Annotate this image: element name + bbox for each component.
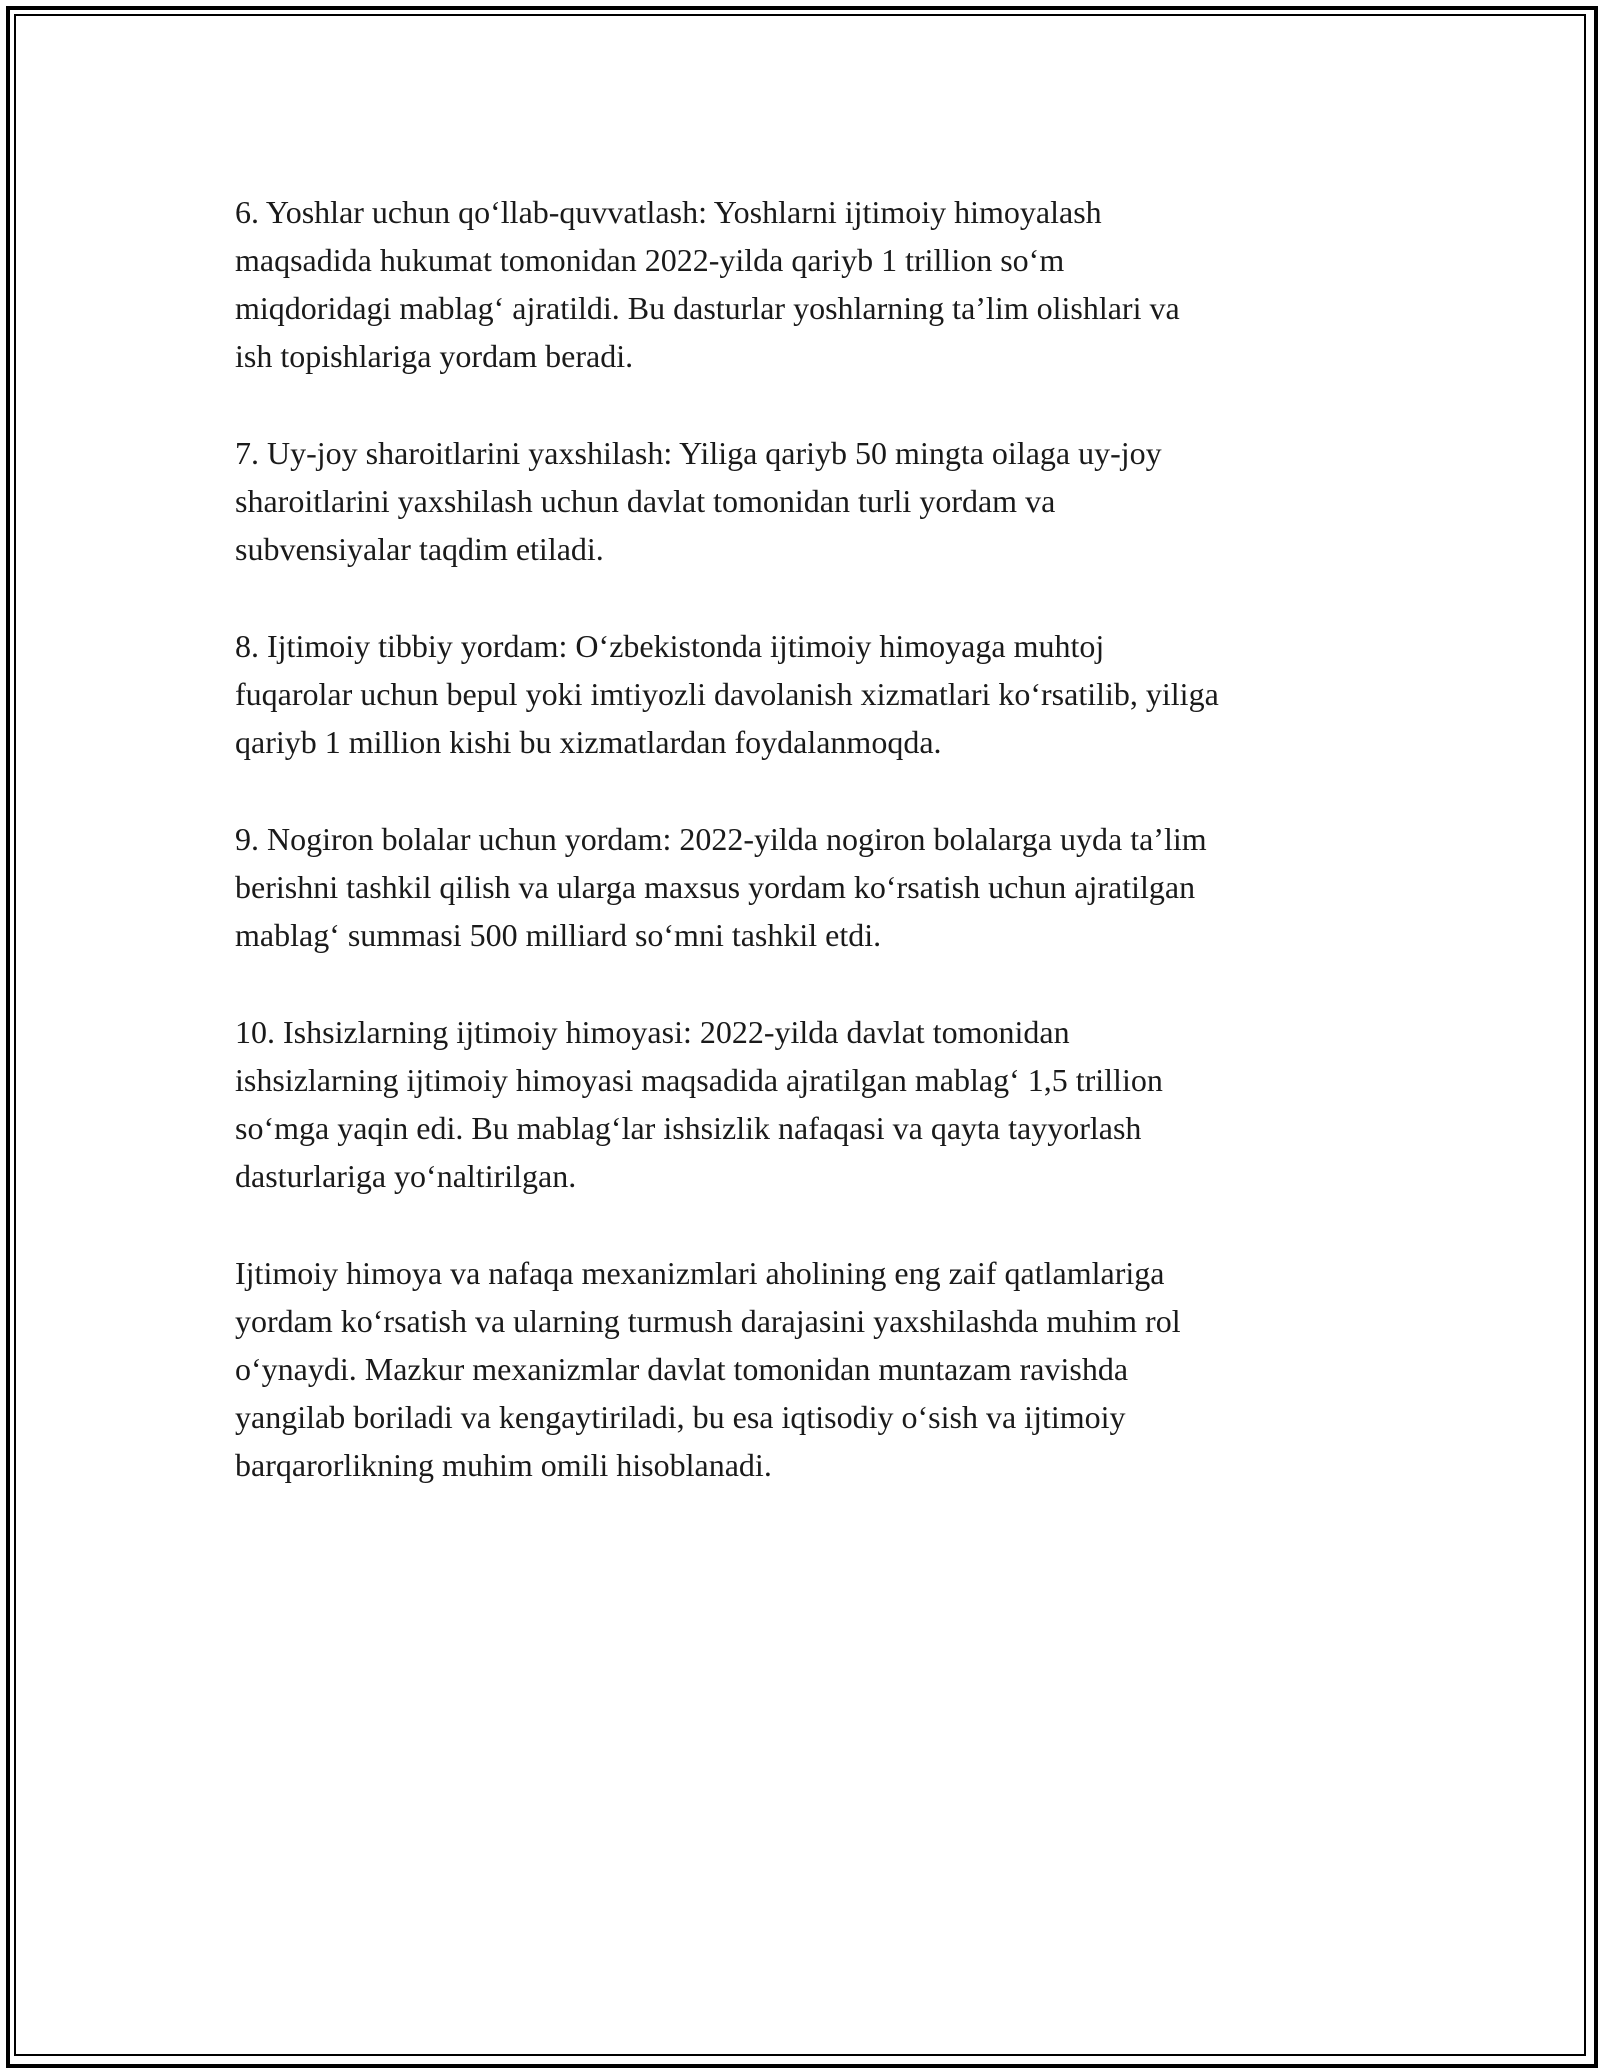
text-line: yordam ko‘rsatish va ularning turmush darajasini yaxshilashda muhim rol [235,1303,1181,1339]
text-line: Ijtimoiy himoya va nafaqa mexanizmlari aholining eng zaif qatlamlariga [235,1255,1165,1291]
paragraph-youth-support [235,188,1375,380]
paragraph-housing [235,429,1375,573]
text-line: maqsadida hukumat tomonidan 2022-yilda qariyb 1 trillion so‘m [235,242,1065,278]
paragraph-medical-aid [235,622,1375,766]
text-line: berishni tashkil qilish va ularga maxsus yordam ko‘rsatish uchun ajratilgan [235,869,1196,905]
text-line: 9. Nogiron bolalar uchun yordam: 2022-yilda nogiron bolalarga uyda ta’lim [235,821,1207,857]
text-line: miqdoridagi mablag‘ ajratildi. Bu dasturlar yoshlarning ta’lim olishlari va [235,290,1180,326]
text-line: sharoitlarini yaxshilash uchun davlat tomonidan turli yordam va [235,483,1056,519]
text-line: fuqarolar uchun bepul yoki imtiyozli davolanish xizmatlari ko‘rsatilib, yiliga [235,676,1219,712]
paragraph-disabled-children [235,815,1375,959]
text-line: so‘mga yaqin edi. Bu mablag‘lar ishsizlik nafaqasi va qayta tayyorlash [235,1110,1142,1146]
text-line: 6. Yoshlar uchun qo‘llab-quvvatlash: Yoshlarni ijtimoiy himoyalash [235,194,1102,230]
text-line: yangilab boriladi va kengaytiriladi, bu esa iqtisodiy o‘sish va ijtimoiy [235,1399,1126,1435]
paragraph-unemployed-protection [235,1008,1375,1200]
text-line: barqarorlikning muhim omili hisoblanadi. [235,1447,772,1483]
text-line: o‘ynaydi. Mazkur mexanizmlar davlat tomonidan muntazam ravishda [235,1351,1129,1387]
text-line: ishsizlarning ijtimoiy himoyasi maqsadida ajratilgan mablag‘ 1,5 trillion [235,1062,1163,1098]
text-line: 10. Ishsizlarning ijtimoiy himoyasi: 2022-yilda davlat tomonidan [235,1014,1070,1050]
text-line: qariyb 1 million kishi bu xizmatlardan foydalanmoqda. [235,724,942,760]
paragraph-conclusion [235,1249,1375,1489]
text-line: 8. Ijtimoiy tibbiy yordam: O‘zbekistonda ijtimoiy himoyaga muhtoj [235,628,1105,664]
text-line: ish topishlariga yordam beradi. [235,338,634,374]
document-body [235,188,1375,1538]
text-line: 7. Uy-joy sharoitlarini yaxshilash: Yiliga qariyb 50 mingta oilaga uy-joy [235,435,1162,471]
text-line: mablag‘ summasi 500 milliard so‘mni tashkil etdi. [235,917,882,953]
text-line: subvensiyalar taqdim etiladi. [235,531,604,567]
text-line: dasturlariga yo‘naltirilgan. [235,1158,577,1194]
